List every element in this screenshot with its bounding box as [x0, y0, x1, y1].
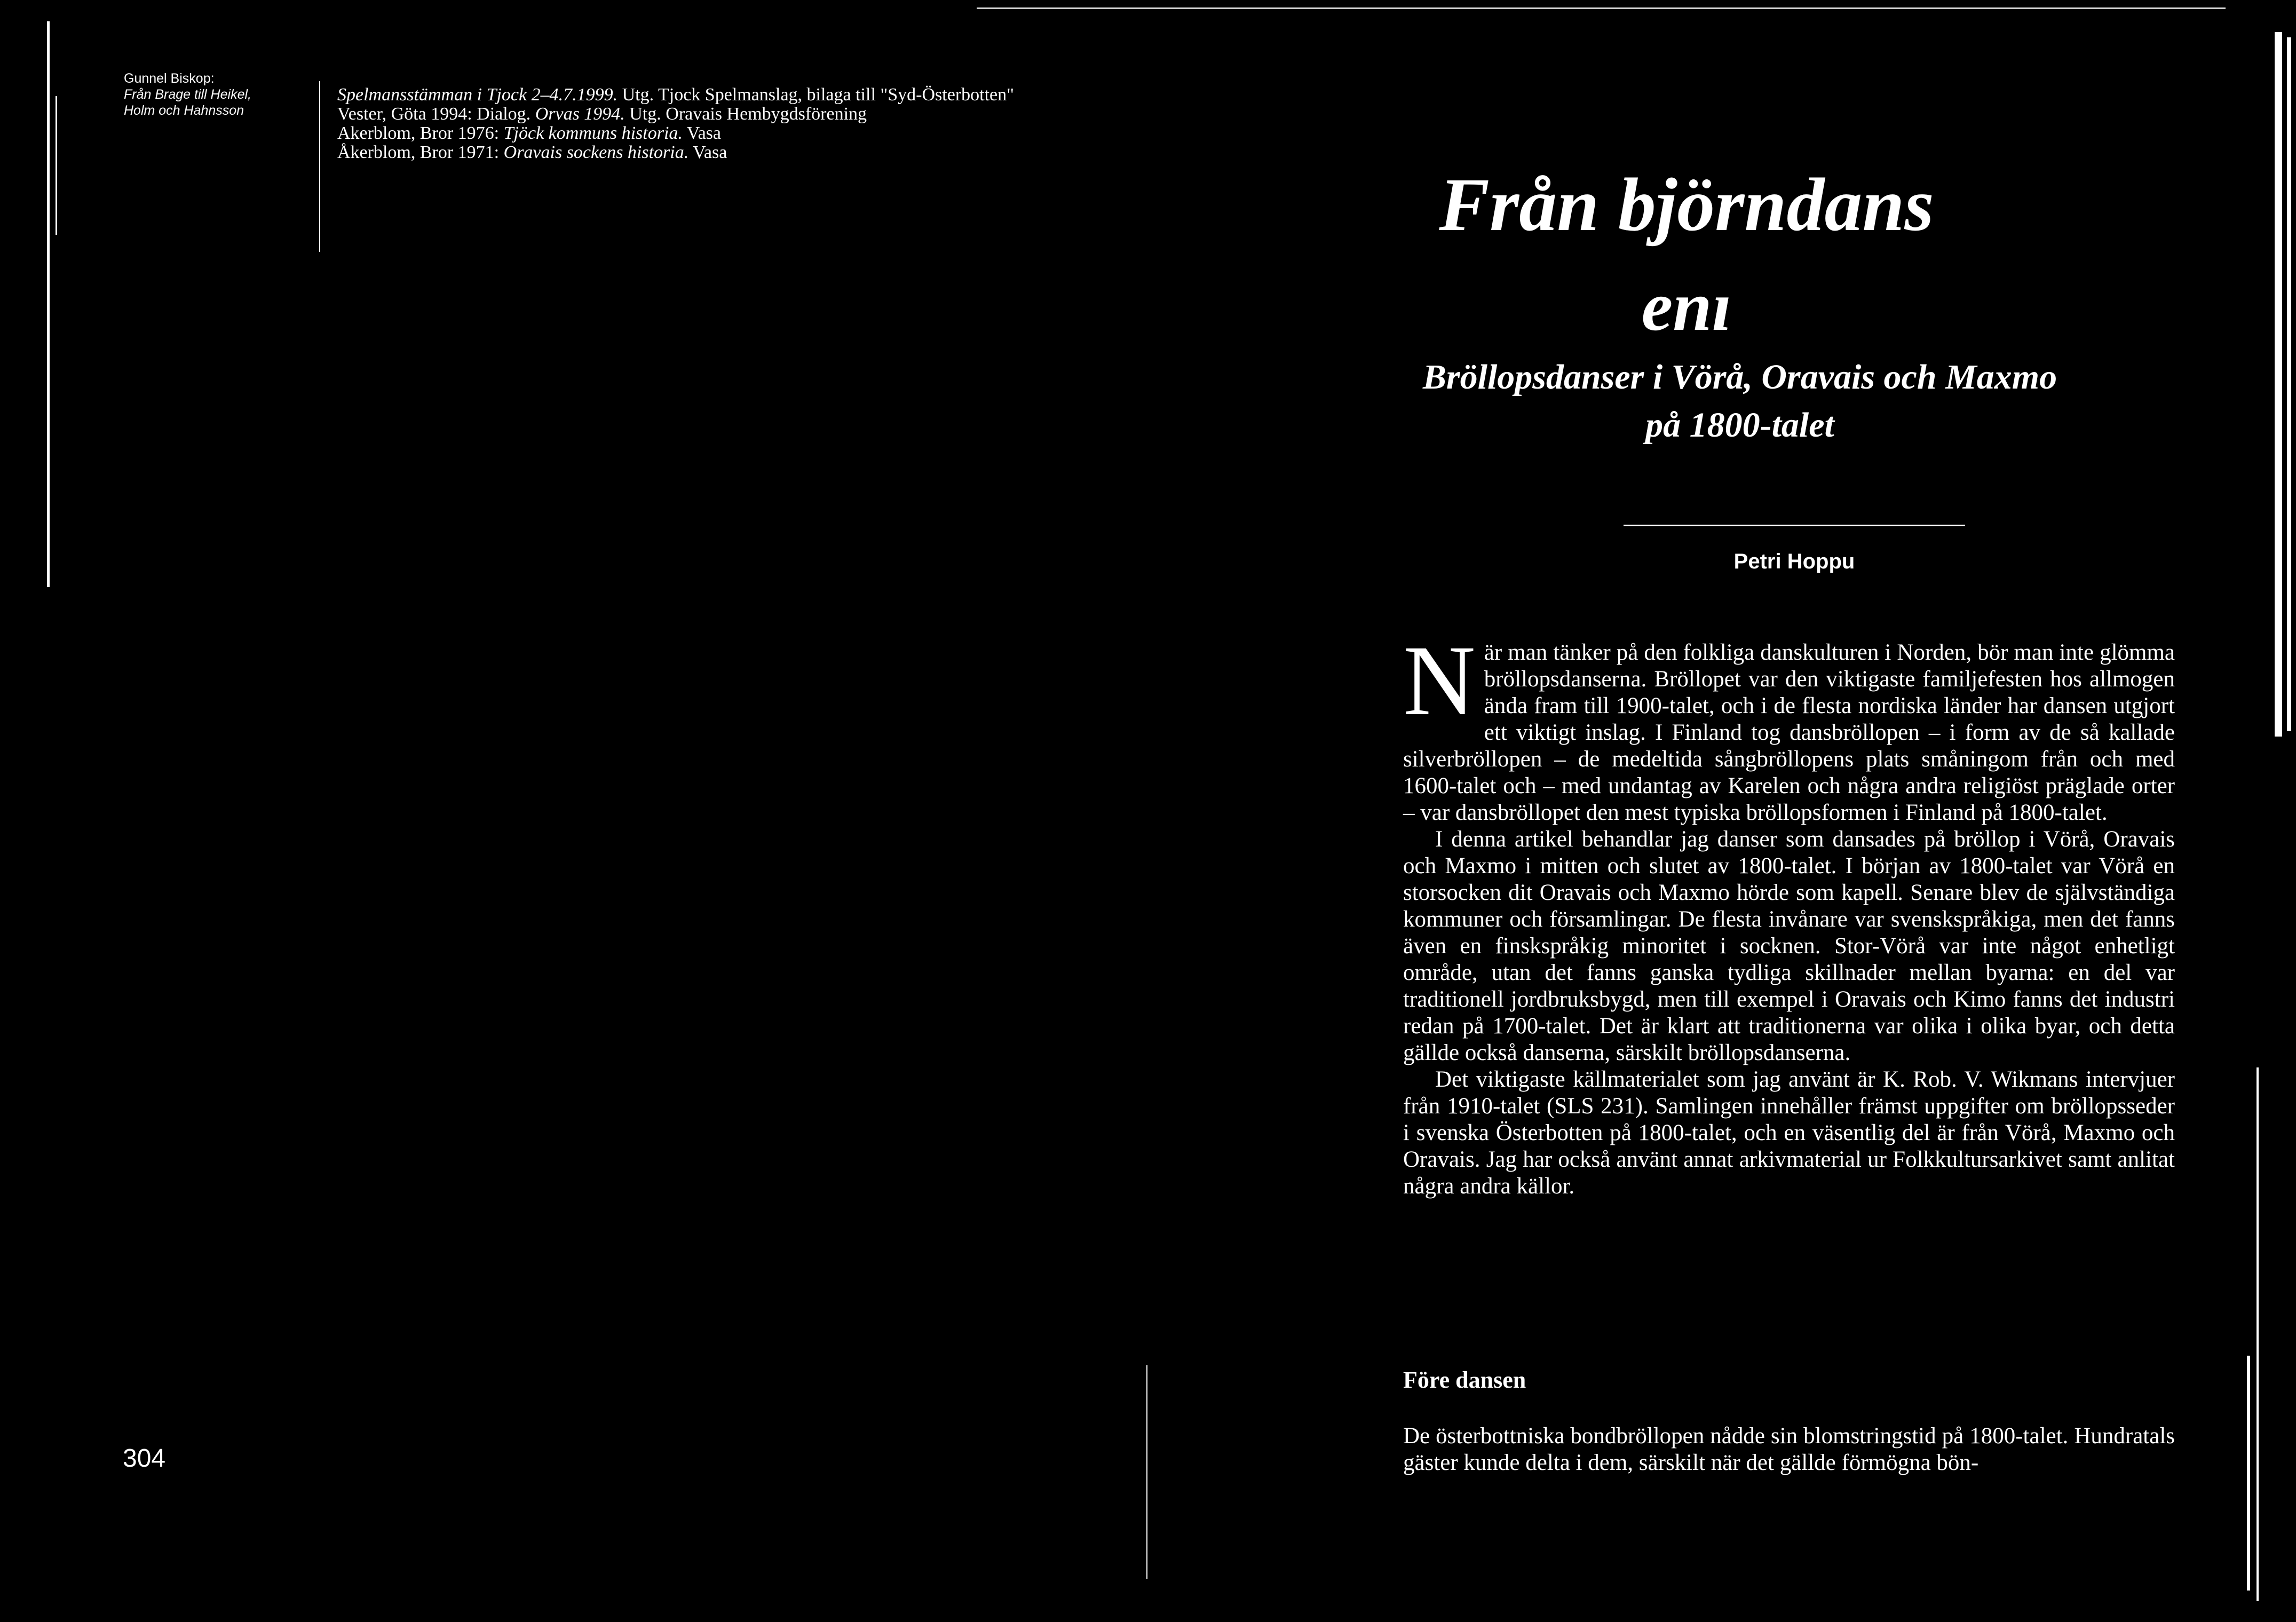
paragraph: I denna artikel behandlar jag danser som dansades på bröllop i Vörå, Oravais och Maxmo i mitten och slutet av 1800-talet. I början av 1800-talet var Vörå en storsocken dit Oravais och Maxmo hörde som kapell. Senare blev de självständiga kommuner och församlingar. De flesta invånare var svenskspråkiga, men det fanns även en finskspråkig minoritet i socknen. Stor-Vörå var inte något enhetligt område, utan det fanns ganska tydliga skillnader mellan byarna: en del var traditionell jordbruksbygd, men till exempel i Oravais och Kimo fanns det industri redan på 1700-talet. Det är klart att traditionerna var olika i olika byar, och detta gällde också danserna, särskilt bröllopsdanserna.: [1403, 827, 2175, 1065]
author-note-line-3: Holm och Hahnsson: [124, 103, 244, 118]
reference-item: Vester, Göta 1994: Dialog. Orvas 1994. Utg. Oravais Hembygdsförening: [337, 104, 867, 124]
paragraph: De österbottniska bondbröllopen nådde sin blomstringstid på 1800-talet. Hundratals gäster kunde delta i dem, särskilt när det gällde förmögna bön-: [1403, 1423, 2175, 1475]
scan-right-edge-2: [2287, 37, 2291, 731]
reference-item: Åkerblom, Bror 1971: Oravais sockens historia. Vasa: [337, 143, 727, 162]
reference-item: Akerblom, Bror 1976: Tjöck kommuns historia. Vasa: [337, 123, 722, 143]
article-title-line-2: enı: [1641, 267, 1732, 345]
section-body: [1403, 1423, 2175, 1476]
article-author: Petri Hoppu: [1733, 550, 1855, 573]
scan-left-edge: [47, 21, 50, 587]
references-list: [337, 85, 1191, 162]
article-body: [1403, 624, 2175, 1200]
subtitle-line-1: Bröllopsdanser i Vörå, Oravais och Maxmo: [1422, 358, 2057, 397]
paragraph: Det viktigaste källmaterialet som jag använt är K. Rob. V. Wikmans intervjuer från 1910-talet (SLS 231). Samlingen innehåller främst uppgifter om bröllopsseder i svenska Österbotten på 1800-talet, och en väsentlig del är från Vörå, Maxmo och Oravais. Jag har också använt annat arkivmaterial ur Folkkultursarkivet samt anlitat några andra källor.: [1403, 1067, 2175, 1199]
references-rule: [319, 81, 320, 252]
article-subtitle: [1324, 353, 2156, 449]
drop-cap: N: [1403, 624, 1476, 736]
scan-right-edge: [2275, 32, 2282, 737]
page-number: 304: [123, 1444, 166, 1473]
author-note-line-2: Från Brage till Heikel,: [124, 87, 251, 102]
subtitle-line-2: på 1800-talet: [1645, 406, 1834, 445]
scan-top-rule: [977, 7, 2226, 9]
reference-item: Spelmansstämman i Tjock 2–4.7.1999. Utg. Tjock Spelmanslag, bilaga till "Syd-Österbotten": [337, 85, 1015, 105]
author-note-name: Gunnel Biskop:: [124, 71, 215, 86]
author-rule: [1624, 525, 1965, 526]
paragraph: När man tänker på den folkliga danskulturen i Norden, bör man inte glömma bröllopsdanserna. Bröllopet var den viktigaste familjefesten hos allmogen ända fram till 1900-talet, och i de flesta nordiska länder har dansen utgjort ett viktigt inslag. I Finland tog dansbröllopen – i form av de så kallade silverbröllopen – de medeltida sångbröllopens plats småningom från och med 1600-talet och – med undantag av Karelen och några andra religiöst präglade orter – var dansbröllopet den mest typiska bröllopsformen i Finland på 1800-talet.: [1403, 624, 2175, 825]
section-rule: [1146, 1365, 1147, 1579]
scan-right-edge-4: [2257, 1067, 2259, 1601]
scan-left-edge-2: [56, 96, 57, 235]
section-heading: Före dansen: [1403, 1367, 1526, 1393]
article-title: Från björndans: [1439, 162, 1934, 247]
scan-right-edge-3: [2247, 1356, 2250, 1591]
author-note: [124, 70, 284, 118]
